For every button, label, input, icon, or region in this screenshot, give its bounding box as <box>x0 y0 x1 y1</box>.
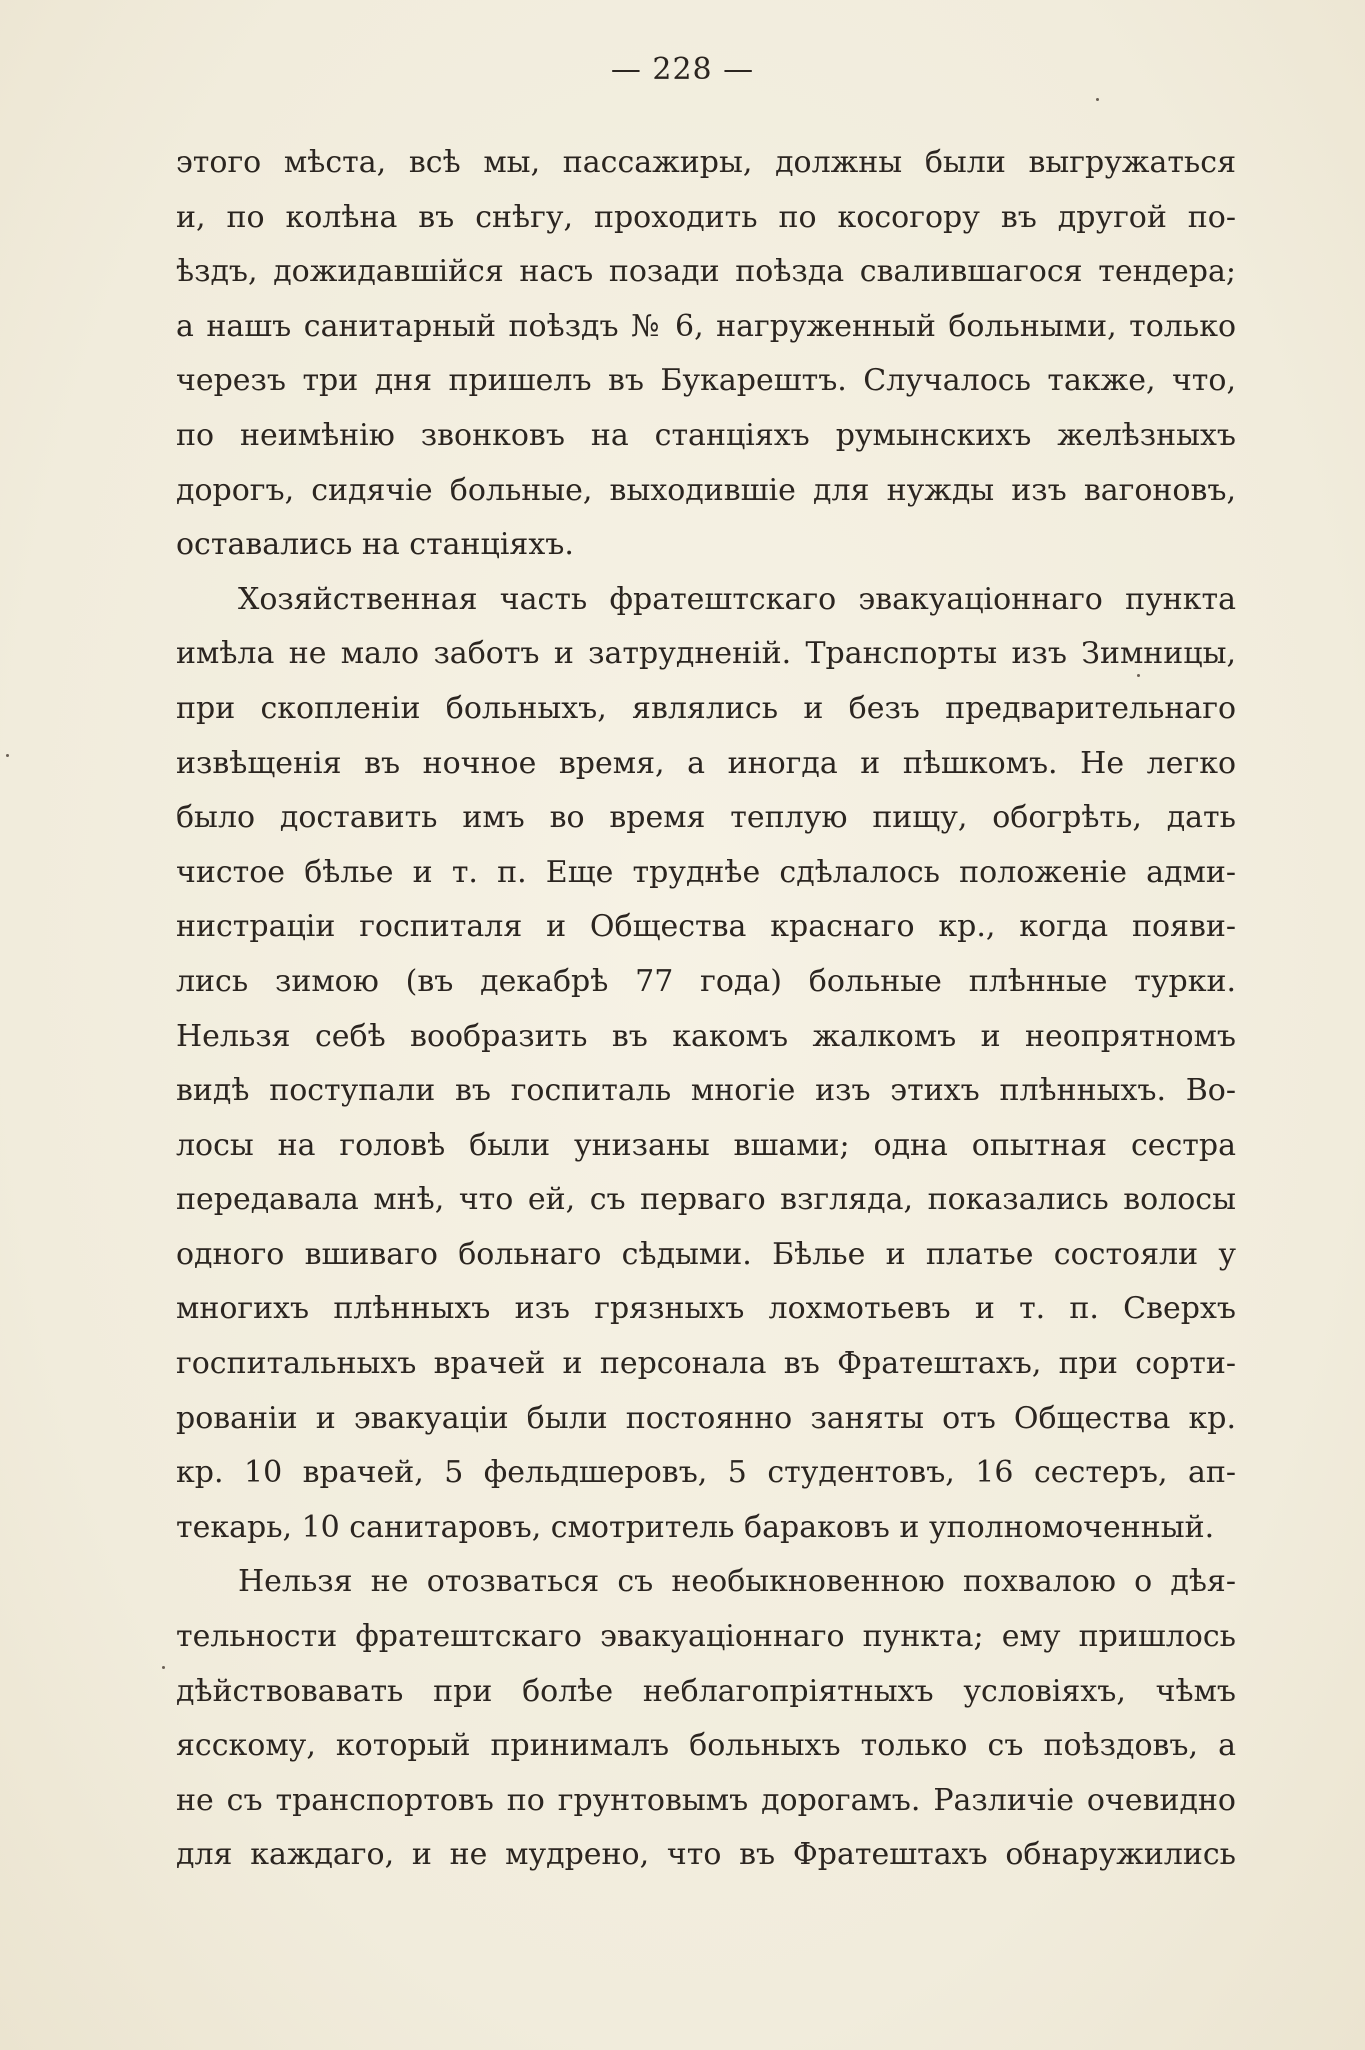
text-line: а нашъ санитарный поѣздъ № 6, нагруженный больными, только <box>176 308 1236 344</box>
text-line: рованіи и эвакуаціи были постоянно заняты отъ Общества кр. <box>176 1400 1236 1436</box>
text-line: дѣйствовавать при болѣе неблагопріятныхъ условіяхъ, чѣмъ <box>176 1673 1236 1709</box>
text-line: тельности фратештскаго эвакуаціоннаго пункта; ему пришлось <box>176 1619 1236 1655</box>
text-line: лись зимою (въ декабрѣ 77 года) больные плѣнные турки. <box>176 963 1236 999</box>
text-line: черезъ три дня пришелъ въ Букарештъ. Случалось также, что, <box>176 363 1236 399</box>
text-line: ѣздъ, дожидавшійся насъ позади поѣзда свалившагося тендера; <box>176 254 1236 290</box>
text-line: текарь, 10 санитаровъ, смотритель бараковъ и уполномоченный. <box>176 1509 1215 1545</box>
text-line: дорогъ, сидячіе больные, выходившіе для нужды изъ вагоновъ, <box>176 472 1236 508</box>
text-line: передавала мнѣ, что ей, съ перваго взгляда, показались волосы <box>176 1182 1236 1218</box>
paper-speck <box>162 1666 165 1669</box>
text-line: этого мѣста, всѣ мы, пассажиры, должны были выгружаться <box>176 145 1236 180</box>
text-line: по неимѣнію звонковъ на станціяхъ румынскихъ желѣзныхъ <box>176 417 1236 453</box>
text-line: кр. 10 врачей, 5 фельдшеровъ, 5 студентовъ, 16 сестеръ, ап- <box>176 1455 1236 1491</box>
text-line: было доставить имъ во время теплую пищу, обогрѣть, дать <box>176 800 1236 836</box>
paper-speck <box>1096 98 1099 101</box>
text-line: видѣ поступали въ госпиталь многіе изъ этихъ плѣнныхъ. Во- <box>176 1073 1236 1109</box>
text-line: многихъ плѣнныхъ изъ грязныхъ лохмотьевъ и т. п. Сверхъ <box>176 1291 1236 1327</box>
text-line: при скопленіи больныхъ, являлись и безъ предварительнаго <box>176 690 1236 726</box>
text-line: не съ транспортовъ по грунтовымъ дорогамъ. Различіе очевидно <box>176 1782 1236 1818</box>
text-line: Нельзя себѣ вообразить въ какомъ жалкомъ и неопрятномъ <box>176 1018 1236 1054</box>
paper-speck <box>1137 674 1140 677</box>
page-body-text <box>176 136 1236 1883</box>
text-line: нистраціи госпиталя и Общества краснаго кр., когда появи- <box>176 909 1236 945</box>
paper-speck <box>6 754 9 757</box>
text-line: чистое бѣлье и т. п. Еще труднѣе сдѣлалось положеніе адми- <box>176 854 1236 890</box>
text-line: лосы на головѣ были унизаны вшами; одна опытная сестра <box>176 1127 1236 1163</box>
paragraph-start-line: Нельзя не отозваться съ необыкновенною похвалою о дѣя- <box>238 1564 1236 1600</box>
text-line: госпитальныхъ врачей и персонала въ Фратештахъ, при сорти- <box>176 1346 1236 1382</box>
text-line: оставались на станціяхъ. <box>176 527 574 563</box>
text-line: и, по колѣна въ снѣгу, проходить по косогору въ другой по- <box>176 199 1236 235</box>
page-number: — 228 — <box>610 52 755 87</box>
text-line: для каждаго, и не мудрено, что въ Фратештахъ обнаружились <box>176 1837 1236 1873</box>
text-line: имѣла не мало заботъ и затрудненій. Транспорты изъ Зимницы, <box>176 636 1236 672</box>
text-line: ясскому, который принималъ больныхъ только съ поѣздовъ, а <box>176 1728 1236 1764</box>
text-line: одного вшиваго больнаго сѣдыми. Бѣлье и платье состояли у <box>176 1236 1236 1272</box>
text-line: извѣщенія въ ночное время, а иногда и пѣшкомъ. Не легко <box>176 745 1236 781</box>
paragraph-start-line: Хозяйственная часть фратештскаго эвакуаціоннаго пункта <box>238 581 1236 617</box>
